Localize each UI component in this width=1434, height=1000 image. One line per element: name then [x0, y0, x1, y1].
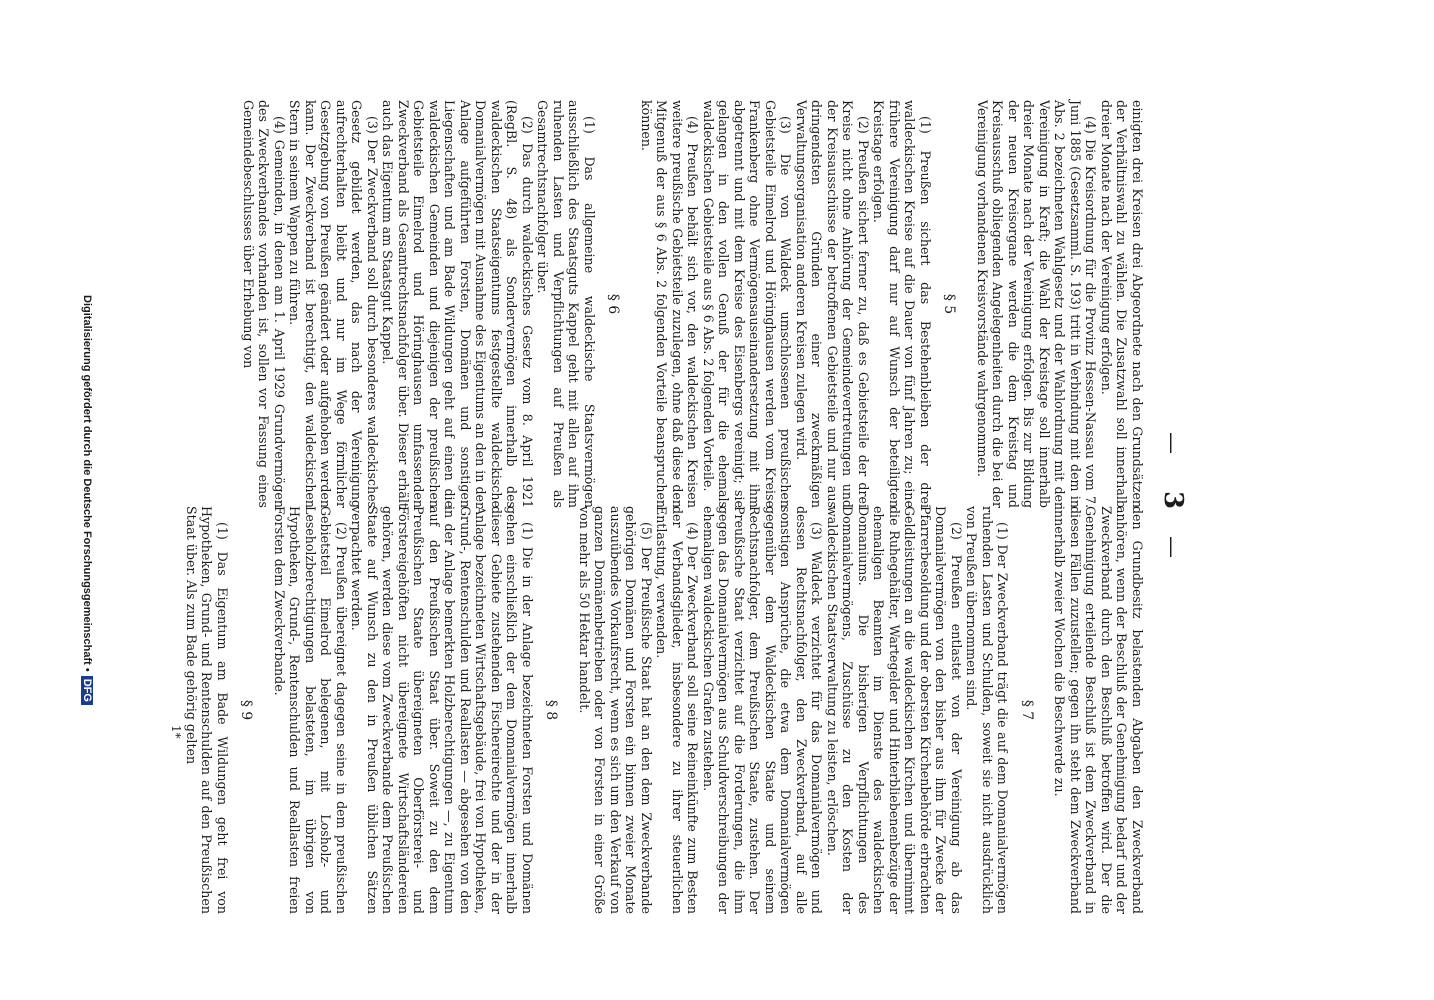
paragraph: (2) Preußen übereignet dagegen seine in dem preußischen Gebietsteil Eimelrod belegenen, mit Losholz- und Leseholzberechtigungen belasteten, im übrigen von Hypotheken, Grund-, Rentenschulden und Reallasten freien Forsten dem Zweckverbande. [272, 506, 349, 914]
paragraph: (3) Der Zweckverband soll durch besonderes waldeckisches Gesetz gebildet werden, das nach der Vereinigung aufrechterhalten bleibt und nur im Wege förmlicher Gesetzgebung von Preußen geändert oder aufgehoben werden kann. Der Zweckverband ist berechtigt, den waldeckischen Stern in seinem Wappen zu führen. [287, 100, 380, 508]
document-page [73, 0, 1293, 1000]
paragraph: (2) Preußen entlastet von der Vereinigung ab das Domanialvermögen von den bisher aus ihm für Zwecke der Pfarrerbesoldung und der obersten Kirchenbehörde erbrachten Geldleistungen an die waldeckischen Kirchen und übernimmt die Ruhegehälter, Wartegelder und Hinterbliebenenbezüge der ehemaligen Beamten im Dienste des waldeckischen Domaniums. Die bisherigen Verpflichtungen des Domanialvermögens, Zuschüsse zu den Kosten der waldeckischen Staatsverwaltung zu leisten, erlöschen. [825, 506, 964, 914]
left-column [241, 100, 1146, 508]
right-column [184, 506, 1146, 914]
section-heading: § 8 [543, 699, 560, 721]
page-header: — 3 — [1158, 431, 1188, 569]
paragraph: (1) Der Zweckverband trägt die auf dem Domanialvermögen ruhenden Lasten und Schulden, soweit sie nicht ausdrücklich von Preußen übernommen sind. [964, 506, 1011, 914]
paragraph: (4) Preußen behält sich vor, den waldeckischen Kreisen weitere preußische Gebietsteile zuzulegen, ohne daß diese den Mitgenuß der aus § 6 Abs. 2 folgenden Vorteile beanspruchen können. [639, 100, 701, 508]
paragraph: (4) Die Kreisordnung für die Provinz Hessen-Nassau vom 7. Juni 1885 (Gesetzsamml. S. 193) tritt in Verbindung mit dem in Abs. 2 bezeichneten Wahlgesetz und der Wahlordnung mit der Vereinigung in Kraft; die Wahl der Kreistage soll innerhalb dreier Monate nach der Vereinigung erfolgen. Bis zur Bildung der neuen Kreisorgane werden die dem Kreistag und Kreisausschuß obliegenden Angelegenheiten durch die bei der Vereinigung vorhandenen Kreisvorstände wahrgenommen. [975, 100, 1099, 508]
paragraph: (2) Das durch waldeckisches Gesetz vom 8. April 1921 (RegBl. S. 48) als Sondervermögen innerhalb des waldeckischen Staatseigentums festgestellte waldeckische Domanialvermögen mit Ausnahme des Eigentums an den in der Anlage aufgeführten Forsten, Domänen und sonstigen Liegenschaften und am Bade Wildungen geht auf einen die waldeckischen Gemeinden und diejenigen der preußischen Gebietsteile Eimelrod und Höringhausen umfassenden Zweckverband als Gesamtrechtsnachfolger über. Dieser erhält auch das Eigentum am Staatsgut Kappel. [380, 100, 535, 508]
paragraph: (1) Preußen sichert das Bestehenbleiben der drei waldeckischen Kreise auf die Dauer von fünf Jahren zu; eine frühere Vereinigung darf nur auf Wunsch der beteiligten Kreistage erfolgen. [871, 100, 933, 508]
paragraph: (1) Die in der Anlage bezeichneten Forsten und Domänen gehen einschließlich der dem Domanialvermögen innerhalb dieser Gebiete zustehenden Fischereirechte und der in der Anlage bezeichneten Wirtschaftsgebäude, frei von Hypotheken, Grund-, Rentenschulden und Reallasten — abgesehen von den in der Anlage bemerkten Holzberechtigungen —, zu Eigentum auf den Preußischen Staat über. Soweit zu den dem Preußischen Staate übereigneten Oberförsterei- und Förstereigehöften nicht übereignete Wirtschaftsländereien gehören, werden diese vom Zweckverbande dem Preußischen Staate auf Wunsch zu den in Preußen üblichen Sätzen verpachtet werden. [349, 506, 535, 914]
dfg-funding-note [81, 0, 93, 1000]
paragraph: (1) Das allgemeine waldeckische Staatsvermögen ausschließlich des Staatsguts Kappel geht mit allen auf ihm ruhenden Lasten und Verpflichtungen auf Preußen als Gesamtrechtsnachfolger über. [535, 100, 597, 508]
section-heading: § 6 [605, 293, 622, 315]
paragraph: (1) Das Eigentum am Bade Wildungen geht frei von Hypotheken, Grund- und Rentenschulden auf den Preußischen Staat über. Als zum Bade gehörig gelten [184, 506, 230, 914]
paragraph: (4) Der Zweckverband soll seine Reineinkünfte zum Besten der Verbandsglieder, insbesondere zu ihrer steuerlichen Entlastung, verwenden. [654, 506, 701, 914]
section-heading: § 5 [941, 293, 958, 315]
section-heading: § 7 [1019, 699, 1035, 721]
paragraph: (4) Gemeinden, in denen am 1. April 1929 Grundvermögen des Zweckverbandes vorhanden ist, sollen vor Fassung eines Gemeindebeschlusses über Erhebung von [241, 100, 287, 508]
signature-marker: 1* [169, 725, 183, 739]
paragraph: (3) Waldeck verzichtet für das Domanialvermögen und dessen Rechtsnachfolger, den Zweckverband, auf alle sonstigen Ansprüche, die etwa dem Domanialvermögen gegenüber dem Waldeckischen Staate und seinem Rechtsnachfolger, dem Preußischen Staate, zustehen. Der Preußische Staat verzichtet auf die Forderungen, die ihm gegen das Domanialvermögen aus Schuldverschreibungen der ehemaligen waldeckischen Grafen zustehen. [701, 506, 825, 914]
page-number: 3 [1158, 490, 1188, 510]
dfg-logo-icon: DFG [81, 676, 93, 705]
paragraph: (3) Die von Waldeck umschlossenen preußischen Gebietsteile Eimelrod und Höringhausen werden vom Kreise Frankenberg ohne Vermögensauseinandersetzung mit ihm abgetrennt und mit dem Kreise des Eisenbergs vereinigt; sie gelangen in den vollen Genuß der für die ehemals waldeckischen Gebietsteile aus § 6 Abs. 2 folgenden Vorteile. [701, 100, 794, 508]
paragraph: (5) Der Preußische Staat hat an den dem Zweckverbande gehörigen Domänen und Forsten ein binnen zweier Monate auszuübendes Vorkaufsrecht, wenn es sich um den Verkauf von ganzen Domänenbetrieben oder von Forsten in einer Größe von mehr als 50 Hektar handelt. [577, 506, 654, 914]
paragraph: einigten drei Kreisen drei Abgeordnete nach den Grundsätzen der Verhältniswahl zu wählen. Die Zusatzwahl soll innerhalb dreier Monate nach der Vereinigung erfolgen. [1099, 100, 1145, 508]
funding-note-text: Digitalisierung gefördert durch die Deutsche Forschungsgemeinschaft • [81, 295, 93, 672]
section-heading: § 9 [238, 699, 255, 721]
paragraph: den Grundbesitz belastenden Abgaben den Zweckverband anhören, wenn der Beschluß der Genehmigung bedarf und der Zweckverband durch den Beschluß betroffen wird. Der die Genehmigung erteilende Beschluß ist dem Zweckverband in diesen Fällen zuzustellen; gegen ihn steht dem Zweckverband innerhalb zweier Wochen die Beschwerde zu. [1052, 506, 1145, 914]
paragraph: (2) Preußen sichert ferner zu, daß es Gebietsteile der drei Kreise nicht ohne Anhörung der Gemeindevertretungen und der Kreisausschüsse der betroffenen Gebietsteile und nur aus dringendsten Gründen einer zweckmäßigen Verwaltungsorganisation anderen Kreisen zulegen wird. [794, 100, 871, 508]
